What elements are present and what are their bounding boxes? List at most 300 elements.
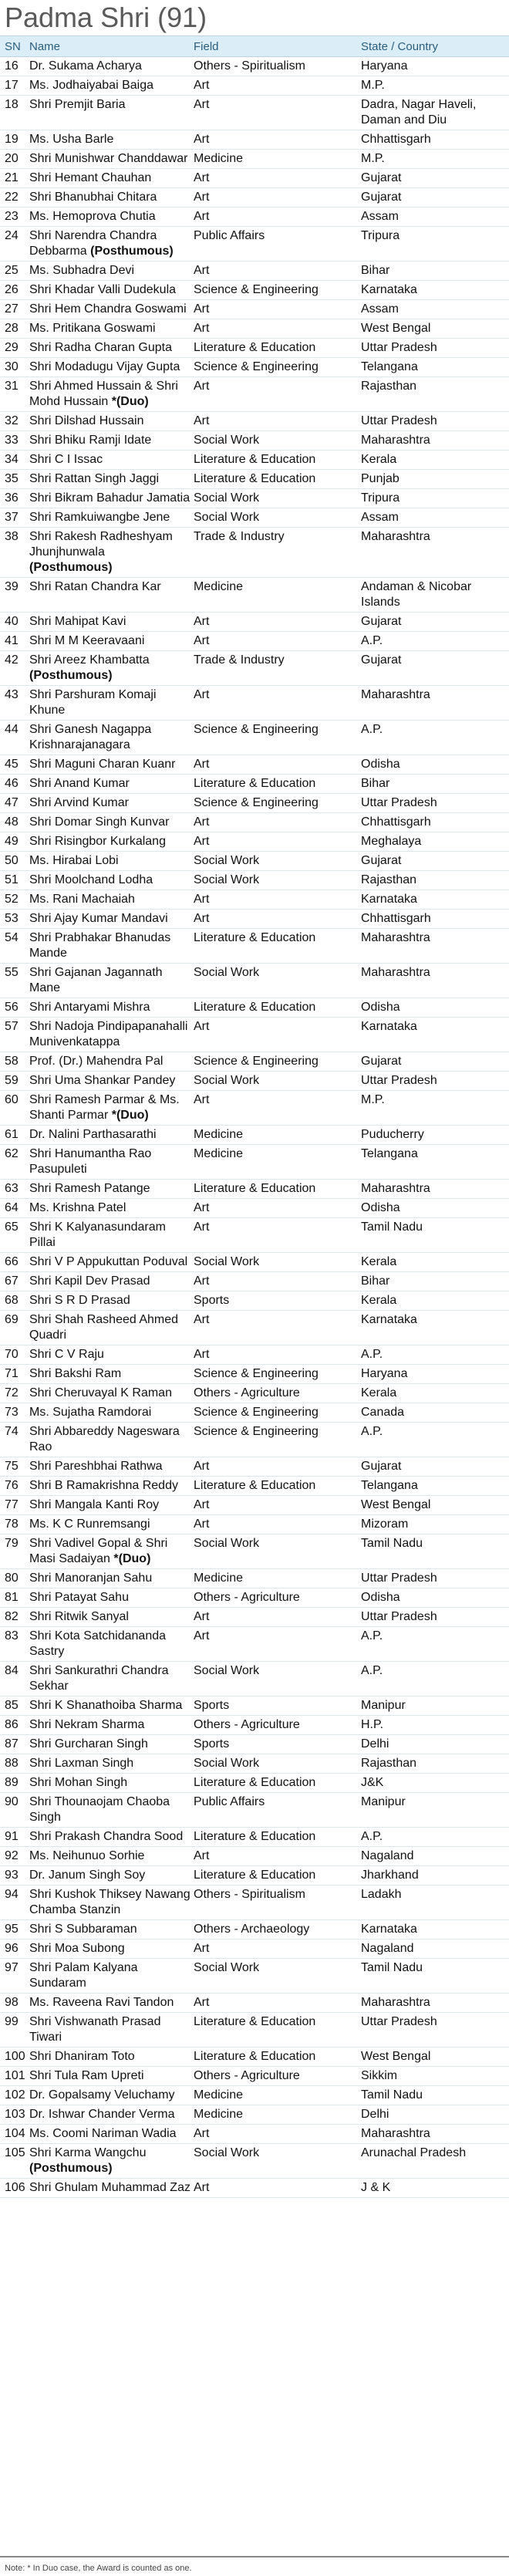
cell-state: Uttar Pradesh bbox=[361, 2015, 437, 2028]
cell-name-text: Dr. Nalini Parthasarathi bbox=[29, 1128, 157, 1141]
cell-name-text: Shri K Shanathoiba Sharma bbox=[29, 1699, 183, 1712]
cell-state: Bihar bbox=[361, 1274, 390, 1288]
cell-field: Medicine bbox=[194, 2088, 244, 2102]
cell-state: Arunachal Pradesh bbox=[361, 2146, 467, 2159]
cell-sn: 43 bbox=[5, 688, 19, 701]
cell-name-text: Shri Antaryami Mishra bbox=[29, 1001, 150, 1014]
cell-sn: 84 bbox=[5, 1664, 19, 1677]
table-row bbox=[0, 1662, 509, 1697]
cell-field: Art bbox=[194, 322, 210, 335]
cell-name bbox=[26, 1293, 190, 1308]
cell-field: Science & Engineering bbox=[194, 283, 319, 296]
cell-sn: 93 bbox=[5, 1869, 19, 1882]
table-row bbox=[0, 1384, 509, 1403]
cell-name-text: Shri Vishwanath Prasad Tiwari bbox=[29, 2015, 161, 2044]
cell-state: Maharashtra bbox=[361, 1182, 430, 1195]
table-row bbox=[0, 832, 509, 852]
table-row bbox=[0, 1052, 509, 1072]
cell-field: Art bbox=[194, 1348, 210, 1361]
cell-name bbox=[26, 170, 190, 186]
cell-state: Meghalaya bbox=[361, 835, 422, 848]
cell-name bbox=[26, 132, 190, 147]
cell-sn: 47 bbox=[5, 796, 19, 809]
cell-field: Medicine bbox=[194, 580, 244, 593]
table-row bbox=[0, 794, 509, 813]
cell-sn: 79 bbox=[5, 1537, 19, 1550]
table-row bbox=[0, 1403, 509, 1423]
table-row bbox=[0, 1291, 509, 1311]
cell-field: Social Work bbox=[194, 873, 260, 886]
cell-field: Sports bbox=[194, 1699, 230, 1712]
cell-sn: 34 bbox=[5, 453, 19, 466]
cell-sn: 64 bbox=[5, 1201, 19, 1214]
table-row bbox=[0, 775, 509, 794]
cell-field: Art bbox=[194, 688, 210, 701]
cell-sn: 20 bbox=[5, 152, 19, 165]
cell-name bbox=[26, 1366, 190, 1382]
cell-name-text: Ms. Neihunuo Sorhie bbox=[29, 1849, 145, 1862]
cell-sn: 86 bbox=[5, 1718, 19, 1731]
cell-name bbox=[26, 815, 190, 830]
cell-sn: 68 bbox=[5, 1294, 19, 1307]
cell-name bbox=[26, 1181, 190, 1197]
cell-state: Canada bbox=[361, 1406, 405, 1419]
cell-field: Art bbox=[194, 1093, 210, 1106]
cell-state: Kerala bbox=[361, 1294, 397, 1307]
cell-name-text: Dr. Gopalsamy Veluchamy bbox=[29, 2088, 175, 2102]
cell-sn: 92 bbox=[5, 1849, 19, 1862]
cell-name bbox=[26, 1941, 190, 1956]
cell-sn: 66 bbox=[5, 1255, 19, 1268]
cell-state: J & K bbox=[361, 2181, 391, 2194]
cell-sn: 44 bbox=[5, 723, 19, 736]
duo-tag: *(Duo) bbox=[113, 1552, 151, 1565]
cell-sn: 78 bbox=[5, 1518, 19, 1531]
cell-name bbox=[26, 340, 190, 356]
cell-sn: 76 bbox=[5, 1479, 19, 1492]
table-row bbox=[0, 1145, 509, 1180]
cell-name bbox=[26, 1737, 190, 1752]
cell-name-text: Shri Modadugu Vijay Gupta bbox=[29, 360, 180, 373]
cell-name-text: Ms. Sujatha Ramdorai bbox=[29, 1406, 152, 1419]
cell-sn: 102 bbox=[5, 2088, 25, 2102]
cell-sn: 106 bbox=[5, 2181, 25, 2194]
cell-name bbox=[26, 2146, 190, 2176]
cell-sn: 90 bbox=[5, 1795, 19, 1808]
cell-state: Karnataka bbox=[361, 1923, 417, 1936]
cell-field: Art bbox=[194, 1201, 210, 1214]
cell-field: Medicine bbox=[194, 1147, 244, 1160]
cell-name bbox=[26, 321, 190, 336]
cell-state: Karnataka bbox=[361, 1313, 417, 1326]
cell-name bbox=[26, 491, 190, 506]
duo-tag: *(Duo) bbox=[111, 395, 149, 408]
posthumous-tag: (Posthumous) bbox=[90, 245, 174, 258]
cell-name bbox=[26, 59, 190, 74]
cell-sn: 69 bbox=[5, 1313, 19, 1326]
cell-name-text: Shri Sankurathri Chandra Sekhar bbox=[29, 1664, 169, 1693]
table-row bbox=[0, 1716, 509, 1735]
cell-name bbox=[26, 529, 190, 576]
cell-field: Science & Engineering bbox=[194, 360, 319, 373]
table-row bbox=[0, 929, 509, 964]
cell-name bbox=[26, 1536, 190, 1567]
cell-name-text: Shri Gajanan Jagannath Mane bbox=[29, 966, 163, 994]
cell-sn: 95 bbox=[5, 1923, 19, 1936]
cell-name-text: Shri Moa Subong bbox=[29, 1942, 125, 1955]
cell-name bbox=[26, 687, 190, 718]
cell-state: Puducherry bbox=[361, 1128, 424, 1141]
cell-state: Dadra, Nagar Haveli, Daman and Diu bbox=[361, 98, 477, 127]
cell-state: Uttar Pradesh bbox=[361, 1610, 437, 1623]
cell-sn: 75 bbox=[5, 1460, 19, 1473]
cell-name-text: Ms. Pritikana Goswami bbox=[29, 322, 156, 335]
cell-state: Karnataka bbox=[361, 1020, 417, 1033]
cell-field: Others - Agriculture bbox=[194, 1591, 300, 1604]
cell-name-text: Shri Parshuram Komaji Khune bbox=[29, 688, 157, 717]
table-row bbox=[0, 130, 509, 150]
cell-name bbox=[26, 2126, 190, 2142]
cell-state: A.P. bbox=[361, 1664, 383, 1677]
cell-field: Social Work bbox=[194, 2146, 260, 2159]
cell-name-text: Shri Abbareddy Nageswara Rao bbox=[29, 1425, 180, 1453]
cell-field: Medicine bbox=[194, 2108, 244, 2121]
table-row bbox=[0, 1253, 509, 1272]
cell-sn: 56 bbox=[5, 1001, 19, 1014]
cell-name-text: Shri Ganesh Nagappa Krishnarajanagara bbox=[29, 723, 152, 751]
cell-field: Medicine bbox=[194, 1128, 244, 1141]
cell-name-text: Shri Prakash Chandra Sood bbox=[29, 1830, 184, 1843]
cell-name-text: Shri C I Issac bbox=[29, 453, 103, 466]
cell-field: Literature & Education bbox=[194, 2015, 316, 2028]
cell-field: Social Work bbox=[194, 1961, 260, 1974]
cell-name bbox=[26, 1663, 190, 1694]
cell-state: Bihar bbox=[361, 777, 390, 790]
table-row bbox=[0, 2048, 509, 2067]
cell-state: Maharashtra bbox=[361, 2127, 430, 2140]
cell-state: Odisha bbox=[361, 1001, 400, 1014]
cell-name-text: Shri Laxman Singh bbox=[29, 1757, 134, 1770]
cell-sn: 52 bbox=[5, 893, 19, 906]
cell-field: Art bbox=[194, 1610, 210, 1623]
cell-sn: 18 bbox=[5, 98, 19, 111]
cell-sn: 96 bbox=[5, 1942, 19, 1955]
cell-name bbox=[26, 965, 190, 996]
page-title: Padma Shri (91) bbox=[5, 2, 207, 33]
cell-field: Science & Engineering bbox=[194, 1055, 319, 1068]
cell-state: Delhi bbox=[361, 2108, 389, 2121]
cell-field: Art bbox=[194, 171, 210, 184]
cell-sn: 49 bbox=[5, 835, 19, 848]
cell-field: Science & Engineering bbox=[194, 1406, 319, 1419]
table-row bbox=[0, 1091, 509, 1126]
cell-name bbox=[26, 263, 190, 279]
cell-sn: 42 bbox=[5, 653, 19, 667]
cell-sn: 27 bbox=[5, 302, 19, 316]
cell-name bbox=[26, 510, 190, 525]
cell-state: Odisha bbox=[361, 1591, 400, 1604]
cell-name bbox=[26, 633, 190, 649]
table-row bbox=[0, 1994, 509, 2013]
cell-field: Art bbox=[194, 1849, 210, 1862]
cell-state: Tripura bbox=[361, 229, 400, 242]
cell-name-text: Ms. Krishna Patel bbox=[29, 1201, 126, 1214]
cell-state: Punjab bbox=[361, 472, 399, 485]
table-row bbox=[0, 1793, 509, 1828]
cell-name-text: Shri Mangala Kanti Roy bbox=[29, 1498, 160, 1511]
cell-name bbox=[26, 2049, 190, 2065]
cell-name-text: Shri Kota Satchidananda Sastry bbox=[29, 1629, 167, 1658]
cell-state: J&K bbox=[361, 1776, 384, 1789]
cell-name-text: Shri Uma Shankar Pandey bbox=[29, 1074, 176, 1087]
table-row bbox=[0, 1588, 509, 1608]
cell-sn: 58 bbox=[5, 1055, 19, 1068]
cell-sn: 54 bbox=[5, 931, 19, 944]
table-row bbox=[0, 431, 509, 451]
cell-sn: 33 bbox=[5, 434, 19, 447]
cell-name-text: Shri Vadivel Gopal & Shri Masi Sadaiyan bbox=[29, 1537, 168, 1565]
cell-sn: 35 bbox=[5, 472, 19, 485]
cell-sn: 61 bbox=[5, 1128, 19, 1141]
cell-field: Literature & Education bbox=[194, 777, 316, 790]
cell-name bbox=[26, 1386, 190, 1401]
cell-sn: 99 bbox=[5, 2015, 19, 2028]
table-row bbox=[0, 1608, 509, 1627]
cell-sn: 65 bbox=[5, 1220, 19, 1234]
cell-name bbox=[26, 1220, 190, 1251]
cell-state: Kerala bbox=[361, 1386, 397, 1399]
cell-state: Telangana bbox=[361, 1147, 418, 1160]
cell-sn: 89 bbox=[5, 1776, 19, 1789]
cell-sn: 32 bbox=[5, 414, 19, 427]
cell-name bbox=[26, 1000, 190, 1015]
cell-state: Maharashtra bbox=[361, 688, 430, 701]
cell-name-text: Shri Premjit Baria bbox=[29, 98, 126, 111]
cell-name bbox=[26, 190, 190, 205]
cell-state: A.P. bbox=[361, 1629, 383, 1642]
cell-name-text: Shri V P Appukuttan Poduval bbox=[29, 1255, 188, 1268]
table-row bbox=[0, 1126, 509, 1145]
cell-sn: 21 bbox=[5, 171, 19, 184]
cell-sn: 48 bbox=[5, 815, 19, 829]
cell-sn: 77 bbox=[5, 1498, 19, 1511]
cell-field: Social Work bbox=[194, 1664, 260, 1677]
cell-name bbox=[26, 722, 190, 753]
cell-name bbox=[26, 873, 190, 888]
table-header bbox=[0, 35, 509, 57]
table-row bbox=[0, 910, 509, 929]
cell-field: Social Work bbox=[194, 434, 260, 447]
cell-state: Telangana bbox=[361, 360, 418, 373]
cell-field: Others - Agriculture bbox=[194, 1386, 300, 1399]
cell-name-text: Shri Moolchand Lodha bbox=[29, 873, 153, 886]
cell-name-text: Shri Kushok Thiksey Nawang Chamba Stanzin bbox=[29, 1888, 190, 1916]
cell-state: Delhi bbox=[361, 1737, 389, 1751]
table-row bbox=[0, 1311, 509, 1345]
cell-name bbox=[26, 1424, 190, 1455]
table-row bbox=[0, 96, 509, 130]
cell-sn: 94 bbox=[5, 1888, 19, 1901]
cell-sn: 55 bbox=[5, 966, 19, 979]
cell-name-text: Shri Ajay Kumar Mandavi bbox=[29, 912, 168, 925]
cell-sn: 23 bbox=[5, 210, 19, 223]
cell-field: Art bbox=[194, 98, 210, 111]
table-row bbox=[0, 339, 509, 358]
cell-field: Sports bbox=[194, 1294, 230, 1307]
table-row bbox=[0, 1735, 509, 1754]
cell-field: Literature & Education bbox=[194, 1479, 316, 1492]
table-row bbox=[0, 651, 509, 686]
cell-state: A.P. bbox=[361, 634, 383, 647]
cell-field: Art bbox=[194, 414, 210, 427]
table-row bbox=[0, 1496, 509, 1515]
table-row bbox=[0, 150, 509, 169]
table-row bbox=[0, 281, 509, 300]
posthumous-tag: (Posthumous) bbox=[29, 2162, 113, 2175]
footnote: Note: * In Duo case, the Award is counted as one. bbox=[5, 2564, 192, 2573]
cell-field: Art bbox=[194, 264, 210, 277]
cell-name-text: Shri Pareshbhai Rathwa bbox=[29, 1460, 163, 1473]
cell-state: Tripura bbox=[361, 491, 400, 505]
cell-sn: 88 bbox=[5, 1757, 19, 1770]
cell-sn: 74 bbox=[5, 1425, 19, 1438]
cell-field: Art bbox=[194, 210, 210, 223]
cell-name-text: Shri Bhanubhai Chitara bbox=[29, 191, 157, 204]
cell-state: Kerala bbox=[361, 453, 397, 466]
cell-name-text: Ms. Usha Barle bbox=[29, 133, 114, 146]
table-row bbox=[0, 1569, 509, 1588]
cell-name bbox=[26, 151, 190, 167]
cell-state: Kerala bbox=[361, 1255, 397, 1268]
table-row bbox=[0, 489, 509, 508]
cell-sn: 51 bbox=[5, 873, 19, 886]
cell-name bbox=[26, 1960, 190, 1991]
cell-name-text: Shri S Subbaraman bbox=[29, 1923, 137, 1936]
table-row bbox=[0, 578, 509, 613]
cell-sn: 24 bbox=[5, 229, 19, 242]
table-row bbox=[0, 755, 509, 775]
cell-name bbox=[26, 1887, 190, 1918]
table-row bbox=[0, 613, 509, 632]
cell-state: Sikkim bbox=[361, 2069, 398, 2082]
table-row bbox=[0, 632, 509, 651]
cell-field: Others - Spiritualism bbox=[194, 1888, 305, 1901]
cell-name bbox=[26, 1698, 190, 1713]
cell-name-text: Shri Bikram Bahadur Jamatia bbox=[29, 491, 190, 505]
cell-name bbox=[26, 776, 190, 792]
cell-name bbox=[26, 1629, 190, 1659]
cell-name bbox=[26, 614, 190, 630]
cell-sn: 16 bbox=[5, 59, 19, 73]
cell-field: Art bbox=[194, 634, 210, 647]
cell-sn: 53 bbox=[5, 912, 19, 925]
cell-name bbox=[26, 1794, 190, 1825]
cell-field: Literature & Education bbox=[194, 931, 316, 944]
cell-name bbox=[26, 433, 190, 448]
table-row bbox=[0, 1218, 509, 1253]
cell-state: Assam bbox=[361, 511, 399, 524]
cell-name-text: Shri Prabhakar Bhanudas Mande bbox=[29, 931, 171, 960]
cell-state: Gujarat bbox=[361, 653, 402, 667]
cell-name bbox=[26, 1590, 190, 1605]
cell-sn: 17 bbox=[5, 79, 19, 92]
cell-state: Bihar bbox=[361, 264, 390, 277]
cell-state: Maharashtra bbox=[361, 966, 430, 979]
table-row bbox=[0, 470, 509, 489]
cell-field: Medicine bbox=[194, 1572, 244, 1585]
cell-state: Gujarat bbox=[361, 854, 402, 867]
table-row bbox=[0, 1515, 509, 1534]
cell-field: Science & Engineering bbox=[194, 1425, 319, 1438]
cell-state: Tamil Nadu bbox=[361, 1220, 423, 1234]
posthumous-tag: (Posthumous) bbox=[29, 669, 113, 682]
header-field: Field bbox=[194, 39, 219, 53]
cell-name bbox=[26, 2107, 190, 2122]
cell-state: Manipur bbox=[361, 1699, 406, 1712]
cell-field: Art bbox=[194, 1498, 210, 1511]
cell-state: A.P. bbox=[361, 1830, 383, 1843]
cell-sn: 81 bbox=[5, 1591, 19, 1604]
cell-field: Literature & Education bbox=[194, 453, 316, 466]
cell-name-text: Ms. Jodhaiyabai Baiga bbox=[29, 79, 153, 92]
cell-name bbox=[26, 1571, 190, 1586]
cell-name bbox=[26, 1405, 190, 1420]
table-row bbox=[0, 1345, 509, 1365]
cell-name bbox=[26, 1092, 190, 1123]
cell-state: Gujarat bbox=[361, 1460, 402, 1473]
cell-name bbox=[26, 579, 190, 595]
cell-name-text: Shri Munishwar Chanddawar bbox=[29, 152, 188, 165]
cell-field: Sports bbox=[194, 1737, 230, 1751]
cell-name bbox=[26, 853, 190, 869]
cell-state: Andaman & Nicobar Islands bbox=[361, 580, 472, 609]
cell-field: Art bbox=[194, 1220, 210, 1234]
table-row bbox=[0, 528, 509, 578]
table-row bbox=[0, 1272, 509, 1291]
table-row bbox=[0, 319, 509, 339]
cell-name-text: Shri Arvind Kumar bbox=[29, 796, 129, 809]
cell-field: Public Affairs bbox=[194, 1795, 265, 1808]
table-row bbox=[0, 721, 509, 755]
cell-name-text: Shri Rattan Singh Jaggi bbox=[29, 472, 160, 485]
cell-state: Uttar Pradesh bbox=[361, 1572, 437, 1585]
cell-field: Literature & Education bbox=[194, 1776, 316, 1789]
cell-field: Social Work bbox=[194, 511, 260, 524]
cell-name bbox=[26, 1478, 190, 1494]
posthumous-tag: (Posthumous) bbox=[29, 561, 113, 574]
table-row bbox=[0, 2013, 509, 2048]
cell-field: Others - Agriculture bbox=[194, 2069, 300, 2082]
header-name: Name bbox=[29, 39, 61, 53]
cell-state: Uttar Pradesh bbox=[361, 1074, 437, 1087]
table-row bbox=[0, 1940, 509, 1959]
cell-name bbox=[26, 1868, 190, 1883]
cell-state: Haryana bbox=[361, 1367, 408, 1380]
cell-name-text: Shri Mahipat Kavi bbox=[29, 615, 126, 628]
cell-field: Art bbox=[194, 1313, 210, 1326]
cell-name-text: Shri Cheruvayal K Raman bbox=[29, 1386, 172, 1399]
cell-name-text: Shri Mohan Singh bbox=[29, 1776, 128, 1789]
cell-name bbox=[26, 795, 190, 811]
cell-name bbox=[26, 1254, 190, 1270]
cell-field: Social Work bbox=[194, 1537, 260, 1550]
cell-field: Trade & Industry bbox=[194, 530, 285, 543]
cell-sn: 104 bbox=[5, 2127, 25, 2140]
cell-sn: 50 bbox=[5, 854, 19, 867]
cell-field: Art bbox=[194, 79, 210, 92]
cell-field: Others - Spiritualism bbox=[194, 59, 305, 73]
cell-name-text: Shri C V Raju bbox=[29, 1348, 104, 1361]
